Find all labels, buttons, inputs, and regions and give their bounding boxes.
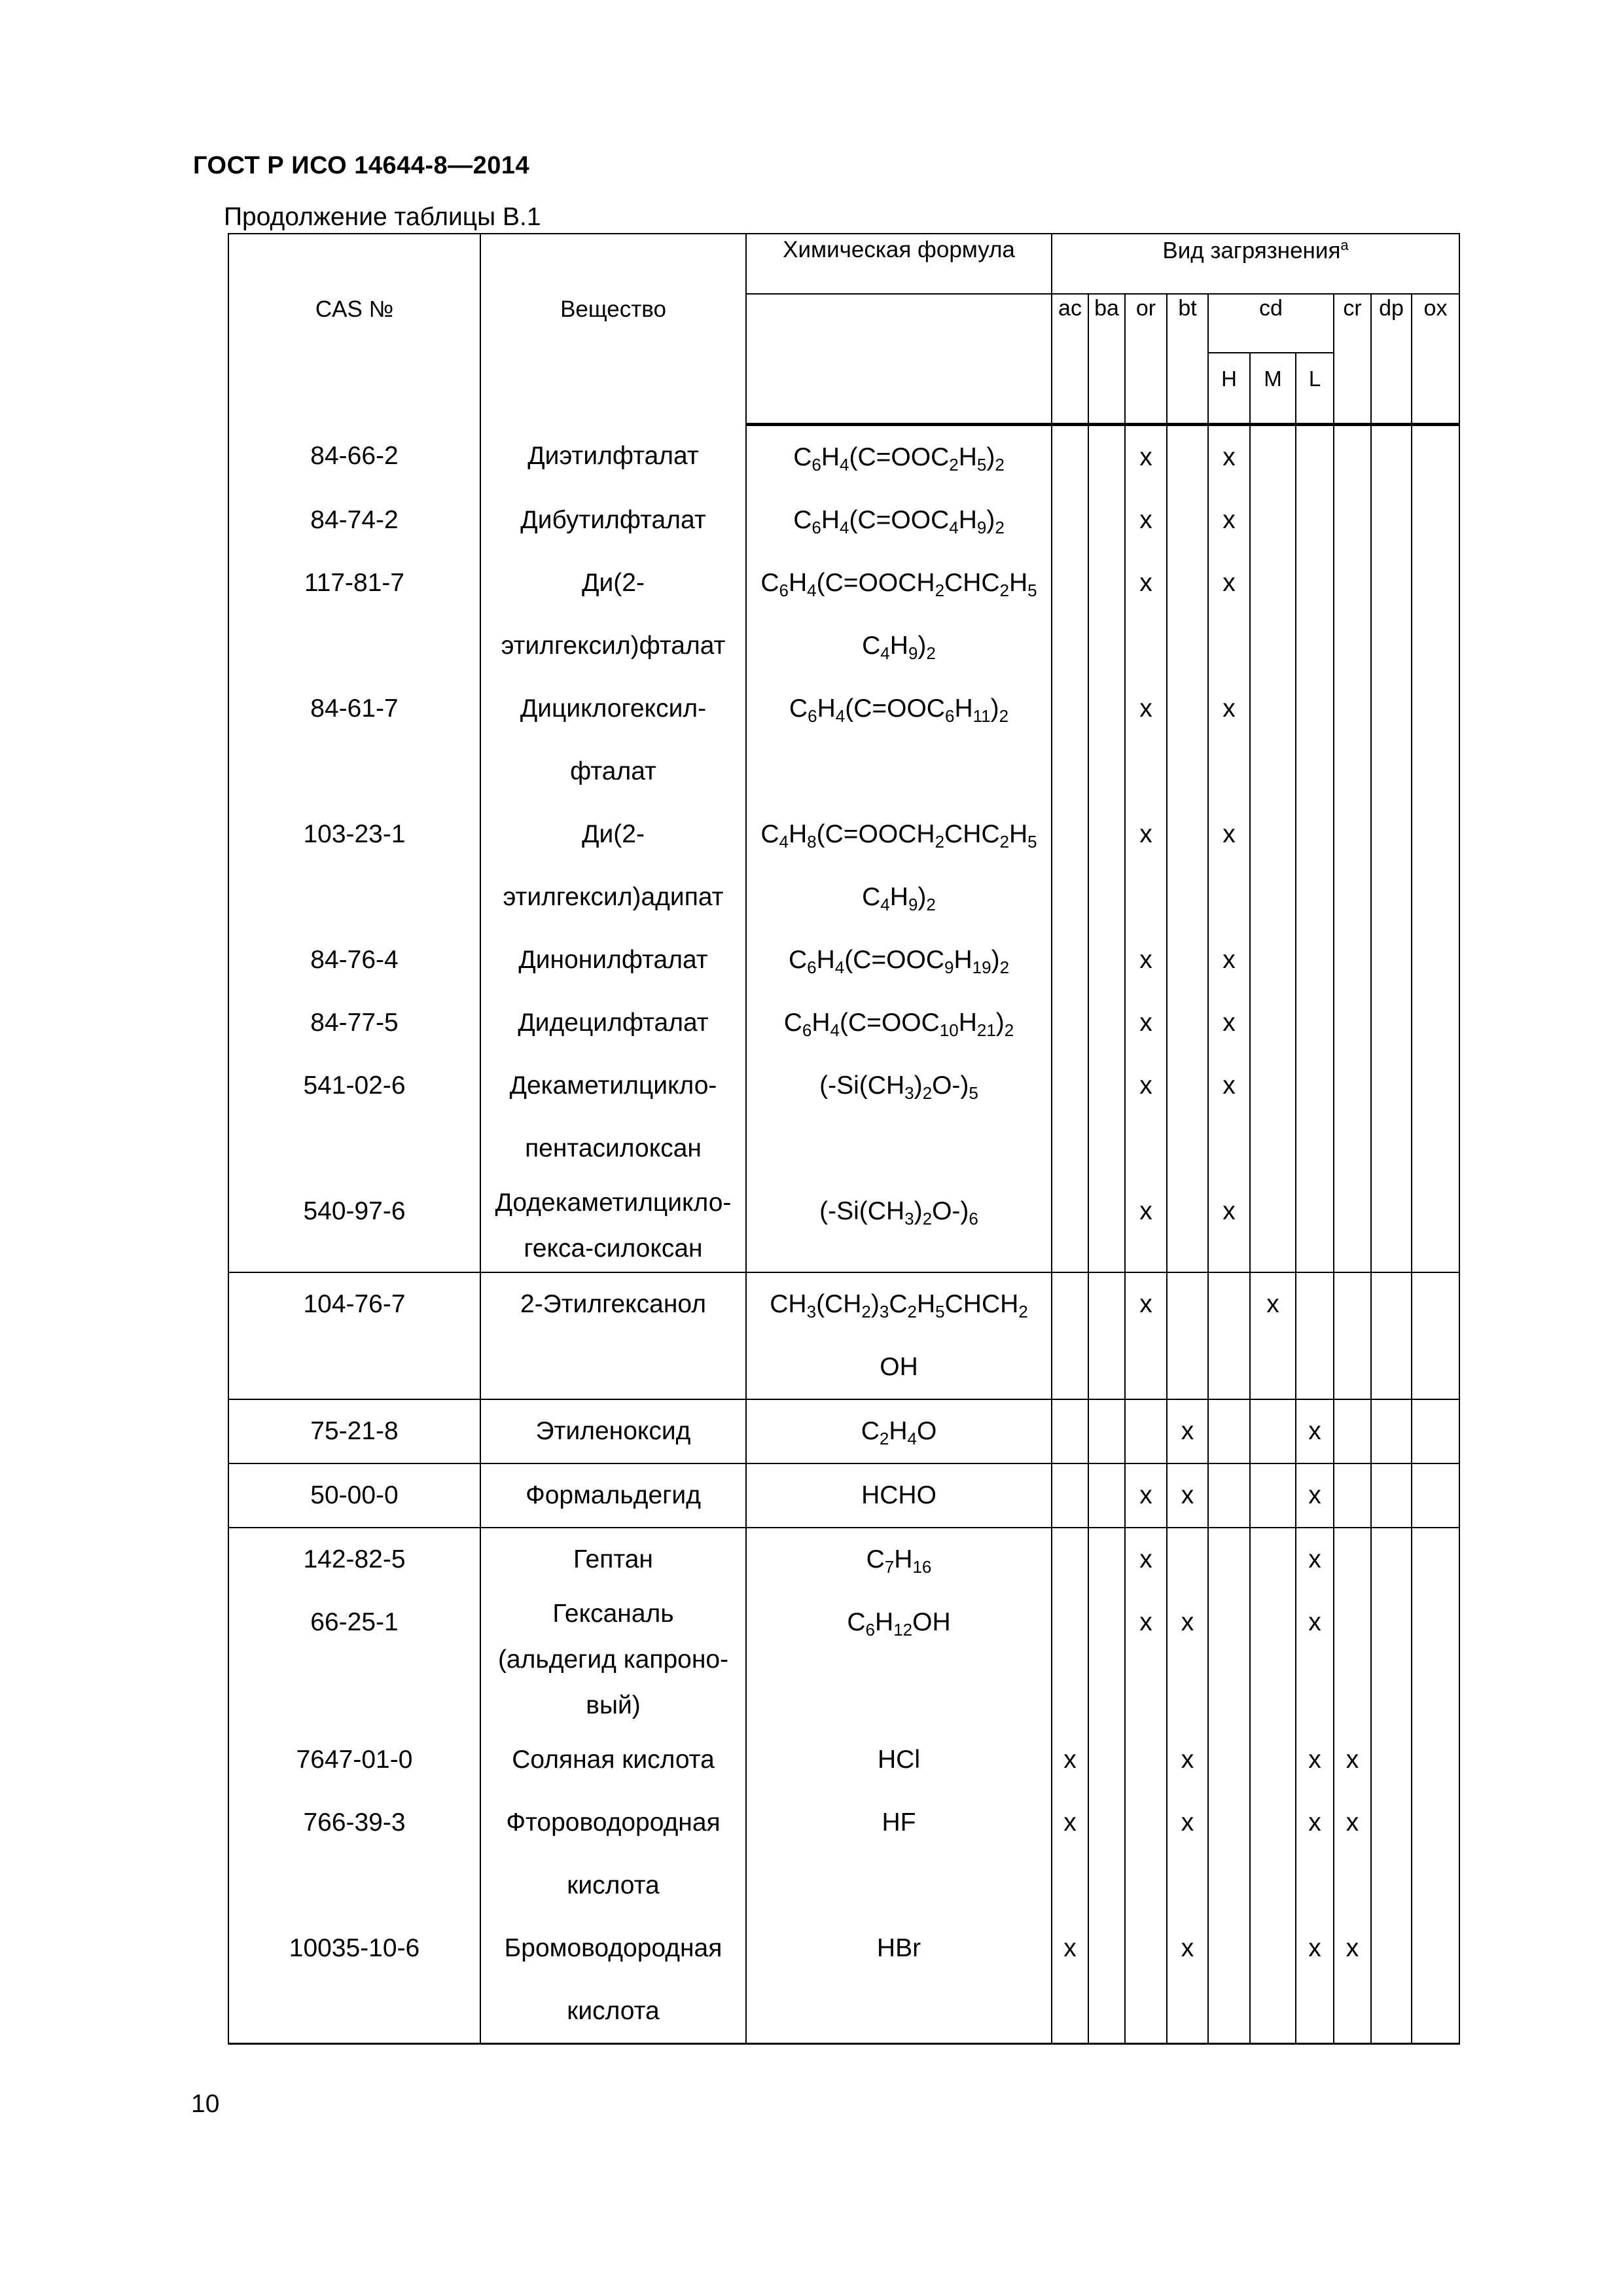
mark-m [1250, 489, 1296, 552]
mark-dp [1371, 489, 1412, 552]
mark-m [1250, 1054, 1296, 1180]
mark-ba [1088, 677, 1125, 803]
mark-bt [1167, 929, 1208, 992]
mark-ac [1052, 1272, 1088, 1399]
substance-name: Дидецилфталат [480, 992, 746, 1054]
mark-h: x [1208, 1180, 1250, 1272]
substance-name: Фтороводородная кислота [480, 1791, 746, 1917]
mark-bt: x [1167, 1399, 1208, 1463]
mark-ox [1412, 1399, 1459, 1463]
mark-cr [1334, 425, 1371, 490]
mark-ox [1412, 552, 1459, 677]
mark-ac [1052, 552, 1088, 677]
table-row [228, 489, 1459, 552]
mark-bt: x [1167, 1463, 1208, 1528]
mark-ox [1412, 1528, 1459, 1591]
substance-name: Декаметилцикло- пентасилоксан [480, 1054, 746, 1180]
chemical-formula: $C_4H_8(C=OOCH_2CHC_2H_5$ $C_4H_9)_2$ [746, 803, 1052, 929]
mark-bt [1167, 803, 1208, 929]
chemical-formula: $C_7H_{16}$ [746, 1528, 1052, 1591]
table-row [228, 1399, 1459, 1463]
mark-m [1250, 425, 1296, 490]
mark-ba [1088, 1180, 1125, 1272]
mark-cr [1334, 1463, 1371, 1528]
col-header-cd: cd [1208, 294, 1334, 353]
mark-ox [1412, 489, 1459, 552]
table-row [228, 1917, 1459, 2044]
mark-h: x [1208, 803, 1250, 929]
col-header-cd-l: L [1296, 353, 1334, 425]
cas-number: 84-76-4 [228, 929, 480, 992]
cas-number: 84-61-7 [228, 677, 480, 803]
mark-bt: x [1167, 1729, 1208, 1791]
mark-l [1296, 1054, 1334, 1180]
substance-name: Ди(2- этилгексил)адипат [480, 803, 746, 929]
table-row [228, 929, 1459, 992]
substance-name: Дициклогексил- фталат [480, 677, 746, 803]
table-row [228, 1528, 1459, 1591]
mark-dp [1371, 1272, 1412, 1399]
mark-ac [1052, 489, 1088, 552]
mark-h [1208, 1591, 1250, 1729]
mark-bt [1167, 552, 1208, 677]
mark-m [1250, 803, 1296, 929]
mark-or: x [1125, 677, 1167, 803]
table-row [228, 992, 1459, 1054]
mark-or: x [1125, 1463, 1167, 1528]
mark-ba [1088, 1791, 1125, 1917]
mark-l: x [1296, 1591, 1334, 1729]
mark-dp [1371, 1528, 1412, 1591]
mark-cr [1334, 1180, 1371, 1272]
mark-ba [1088, 992, 1125, 1054]
chemical-formula: $C_2H_4O$ [746, 1399, 1052, 1463]
cas-number: 117-81-7 [228, 552, 480, 677]
mark-ba [1088, 1528, 1125, 1591]
cas-number: 540-97-6 [228, 1180, 480, 1272]
mark-h: x [1208, 992, 1250, 1054]
table-row [228, 425, 1459, 490]
mark-ac [1052, 1054, 1088, 1180]
mark-h [1208, 1272, 1250, 1399]
contaminants-table [228, 233, 1460, 2045]
cas-number: 84-74-2 [228, 489, 480, 552]
mark-m [1250, 1399, 1296, 1463]
mark-cr [1334, 489, 1371, 552]
cas-number: 75-21-8 [228, 1399, 480, 1463]
substance-name: Бромоводородная кислота [480, 1917, 746, 2044]
page-number: 10 [191, 2090, 220, 2118]
mark-cr [1334, 929, 1371, 992]
mark-ox [1412, 1791, 1459, 1917]
chemical-formula: $C_6H_4(C=OOC_2H_5)_2$ [746, 425, 1052, 490]
cas-number: 66-25-1 [228, 1591, 480, 1729]
mark-dp [1371, 1591, 1412, 1729]
mark-ba [1088, 1399, 1125, 1463]
col-header-ba: ba [1088, 294, 1125, 425]
cas-number: 10035-10-6 [228, 1917, 480, 2044]
mark-dp [1371, 1399, 1412, 1463]
mark-ac [1052, 929, 1088, 992]
mark-ox [1412, 803, 1459, 929]
mark-h: x [1208, 1054, 1250, 1180]
mark-ac [1052, 1528, 1088, 1591]
col-header-bt: bt [1167, 294, 1208, 425]
chemical-formula: $(-Si(CH_3)_2O-)_5$ [746, 1054, 1052, 1180]
chemical-formula: $C_6H_4(C=OOC_4H_9)_2$ [746, 489, 1052, 552]
mark-bt [1167, 1180, 1208, 1272]
mark-bt [1167, 1528, 1208, 1591]
table-row [228, 1272, 1459, 1399]
substance-name: Этиленоксид [480, 1399, 746, 1463]
substance-name: Формальдегид [480, 1463, 746, 1528]
substance-name: Диэтилфталат [480, 425, 746, 490]
mark-ac [1052, 1399, 1088, 1463]
mark-h: x [1208, 929, 1250, 992]
mark-or [1125, 1791, 1167, 1917]
mark-or: x [1125, 803, 1167, 929]
document-header: ГОСТ Р ИСО 14644-8—2014 [193, 152, 530, 179]
mark-dp [1371, 929, 1412, 992]
substance-name: Динонилфталат [480, 929, 746, 992]
cas-number: 541-02-6 [228, 1054, 480, 1180]
substance-name: Гептан [480, 1528, 746, 1591]
cas-number: 50-00-0 [228, 1463, 480, 1528]
substance-name: Дибутилфталат [480, 489, 746, 552]
table-row [228, 677, 1459, 803]
mark-dp [1371, 1180, 1412, 1272]
cas-number: 766-39-3 [228, 1791, 480, 1917]
table-row [228, 1054, 1459, 1180]
col-header-cas: CAS № [228, 234, 480, 425]
mark-ac: x [1052, 1917, 1088, 2044]
mark-or [1125, 1917, 1167, 2044]
mark-l [1296, 992, 1334, 1054]
mark-bt: x [1167, 1591, 1208, 1729]
mark-ac [1052, 803, 1088, 929]
mark-ox [1412, 1917, 1459, 2044]
mark-or: x [1125, 1272, 1167, 1399]
mark-ac [1052, 677, 1088, 803]
mark-l: x [1296, 1399, 1334, 1463]
mark-l: x [1296, 1463, 1334, 1528]
mark-or: x [1125, 489, 1167, 552]
mark-or: x [1125, 1180, 1167, 1272]
substance-name: Ди(2- этилгексил)фталат [480, 552, 746, 677]
mark-h [1208, 1399, 1250, 1463]
mark-ba [1088, 929, 1125, 992]
chemical-formula: $CH_3(CH_2)_3C_2H_5CHCH_2$ OH [746, 1272, 1052, 1399]
mark-cr [1334, 1399, 1371, 1463]
chemical-formula: $C_6H_4(C=OOCH_2CHC_2H_5$ $C_4H_9)_2$ [746, 552, 1052, 677]
mark-ba [1088, 1463, 1125, 1528]
table-row [228, 552, 1459, 677]
mark-ox [1412, 1054, 1459, 1180]
mark-ba [1088, 1729, 1125, 1791]
mark-bt [1167, 1054, 1208, 1180]
chemical-formula: HBr [746, 1917, 1052, 2044]
mark-ox [1412, 1272, 1459, 1399]
col-header-cd-h: H [1208, 353, 1250, 425]
chemical-formula: HF [746, 1791, 1052, 1917]
chemical-formula: HCl [746, 1729, 1052, 1791]
mark-l [1296, 425, 1334, 490]
mark-l: x [1296, 1729, 1334, 1791]
mark-ox [1412, 1729, 1459, 1791]
mark-dp [1371, 1791, 1412, 1917]
mark-ac: x [1052, 1791, 1088, 1917]
mark-m [1250, 1791, 1296, 1917]
mark-h [1208, 1917, 1250, 2044]
mark-ba [1088, 425, 1125, 490]
mark-bt: x [1167, 1917, 1208, 2044]
mark-or [1125, 1399, 1167, 1463]
mark-bt [1167, 489, 1208, 552]
mark-dp [1371, 803, 1412, 929]
mark-m [1250, 1463, 1296, 1528]
mark-ox [1412, 1591, 1459, 1729]
mark-m [1250, 992, 1296, 1054]
mark-cr: x [1334, 1791, 1371, 1917]
mark-h: x [1208, 425, 1250, 490]
chemical-formula: $C_6H_4(C=OOC_6H_{11})_2$ [746, 677, 1052, 803]
mark-cr: x [1334, 1729, 1371, 1791]
mark-cr [1334, 1528, 1371, 1591]
mark-or: x [1125, 1528, 1167, 1591]
mark-or: x [1125, 425, 1167, 490]
mark-ac [1052, 1463, 1088, 1528]
mark-ba [1088, 1054, 1125, 1180]
mark-cr [1334, 1591, 1371, 1729]
mark-m [1250, 929, 1296, 992]
cas-number: 142-82-5 [228, 1528, 480, 1591]
cas-number: 84-66-2 [228, 425, 480, 490]
mark-ox [1412, 1463, 1459, 1528]
table-body [228, 425, 1459, 2044]
mark-m: x [1250, 1272, 1296, 1399]
table-row [228, 1791, 1459, 1917]
mark-or [1125, 1729, 1167, 1791]
cas-number: 84-77-5 [228, 992, 480, 1054]
mark-l [1296, 552, 1334, 677]
mark-ac [1052, 1180, 1088, 1272]
footnote-marker: a [1340, 237, 1349, 253]
mark-l: x [1296, 1791, 1334, 1917]
table-row [228, 1591, 1459, 1729]
mark-or: x [1125, 1054, 1167, 1180]
mark-or: x [1125, 552, 1167, 677]
col-header-contamination-type: Вид загрязнения$^a$ [1052, 234, 1459, 294]
mark-cr: x [1334, 1917, 1371, 2044]
mark-bt [1167, 992, 1208, 1054]
mark-dp [1371, 1054, 1412, 1180]
chemical-formula: $C_6H_4(C=OOC_{10}H_{21})_2$ [746, 992, 1052, 1054]
mark-ox [1412, 425, 1459, 490]
mark-cr [1334, 1272, 1371, 1399]
cas-number: 7647-01-0 [228, 1729, 480, 1791]
col-header-ox: ox [1412, 294, 1459, 425]
col-header-or: or [1125, 294, 1167, 425]
mark-m [1250, 1591, 1296, 1729]
table-row [228, 1463, 1459, 1528]
chemical-formula: $C_6H_{12}OH$ [746, 1591, 1052, 1729]
mark-bt [1167, 1272, 1208, 1399]
mark-m [1250, 552, 1296, 677]
mark-ba [1088, 552, 1125, 677]
chemical-formula: $(-Si(CH_3)_2O-)_6$ [746, 1180, 1052, 1272]
mark-ba [1088, 1591, 1125, 1729]
col-header-formula: Химическая формула [746, 234, 1052, 294]
table-row [228, 1180, 1459, 1272]
mark-l [1296, 929, 1334, 992]
mark-cr [1334, 803, 1371, 929]
substance-name: 2-Этилгексанол [480, 1272, 746, 1399]
mark-cr [1334, 552, 1371, 677]
mark-l [1296, 1180, 1334, 1272]
substance-name: Гексаналь (альдегид капроно- вый) [480, 1591, 746, 1729]
mark-dp [1371, 1917, 1412, 2044]
mark-m [1250, 1729, 1296, 1791]
mark-dp [1371, 1729, 1412, 1791]
mark-dp [1371, 552, 1412, 677]
cas-number: 103-23-1 [228, 803, 480, 929]
mark-l: x [1296, 1917, 1334, 2044]
mark-ac: x [1052, 1729, 1088, 1791]
mark-dp [1371, 992, 1412, 1054]
col-header-ac: ac [1052, 294, 1088, 425]
mark-cr [1334, 1054, 1371, 1180]
col-header-dp: dp [1371, 294, 1412, 425]
cas-number: 104-76-7 [228, 1272, 480, 1399]
mark-ba [1088, 803, 1125, 929]
col-header-formula-blank [746, 294, 1052, 425]
mark-h [1208, 1463, 1250, 1528]
mark-h [1208, 1528, 1250, 1591]
col-header-cd-m: M [1250, 353, 1296, 425]
mark-dp [1371, 677, 1412, 803]
mark-m [1250, 1180, 1296, 1272]
chemical-formula: HCHO [746, 1463, 1052, 1528]
mark-cr [1334, 992, 1371, 1054]
table-caption: Продолжение таблицы В.1 [224, 203, 541, 231]
mark-bt: x [1167, 1791, 1208, 1917]
mark-ac [1052, 992, 1088, 1054]
mark-ox [1412, 929, 1459, 992]
mark-ba [1088, 489, 1125, 552]
mark-ac [1052, 1591, 1088, 1729]
mark-dp [1371, 1463, 1412, 1528]
mark-bt [1167, 677, 1208, 803]
table-row [228, 1729, 1459, 1791]
mark-h: x [1208, 489, 1250, 552]
mark-or: x [1125, 1591, 1167, 1729]
mark-ac [1052, 425, 1088, 490]
mark-ox [1412, 677, 1459, 803]
substance-name: Додекаметилцикло- гекса-силоксан [480, 1180, 746, 1272]
mark-ba [1088, 1272, 1125, 1399]
chemical-formula: $C_6H_4(C=OOC_9H_{19})_2$ [746, 929, 1052, 992]
col-header-substance: Вещество [480, 234, 746, 425]
mark-h: x [1208, 552, 1250, 677]
mark-cr [1334, 677, 1371, 803]
mark-h [1208, 1791, 1250, 1917]
mark-ox [1412, 1180, 1459, 1272]
mark-ba [1088, 1917, 1125, 2044]
mark-m [1250, 1917, 1296, 2044]
mark-or: x [1125, 929, 1167, 992]
mark-l [1296, 803, 1334, 929]
mark-l [1296, 677, 1334, 803]
mark-h: x [1208, 677, 1250, 803]
substance-name: Соляная кислота [480, 1729, 746, 1791]
mark-h [1208, 1729, 1250, 1791]
col-header-cr: cr [1334, 294, 1371, 425]
mark-l [1296, 489, 1334, 552]
mark-dp [1371, 425, 1412, 490]
mark-l: x [1296, 1528, 1334, 1591]
mark-ox [1412, 992, 1459, 1054]
mark-m [1250, 1528, 1296, 1591]
mark-m [1250, 677, 1296, 803]
table-row [228, 803, 1459, 929]
mark-or: x [1125, 992, 1167, 1054]
mark-bt [1167, 425, 1208, 490]
mark-l [1296, 1272, 1334, 1399]
